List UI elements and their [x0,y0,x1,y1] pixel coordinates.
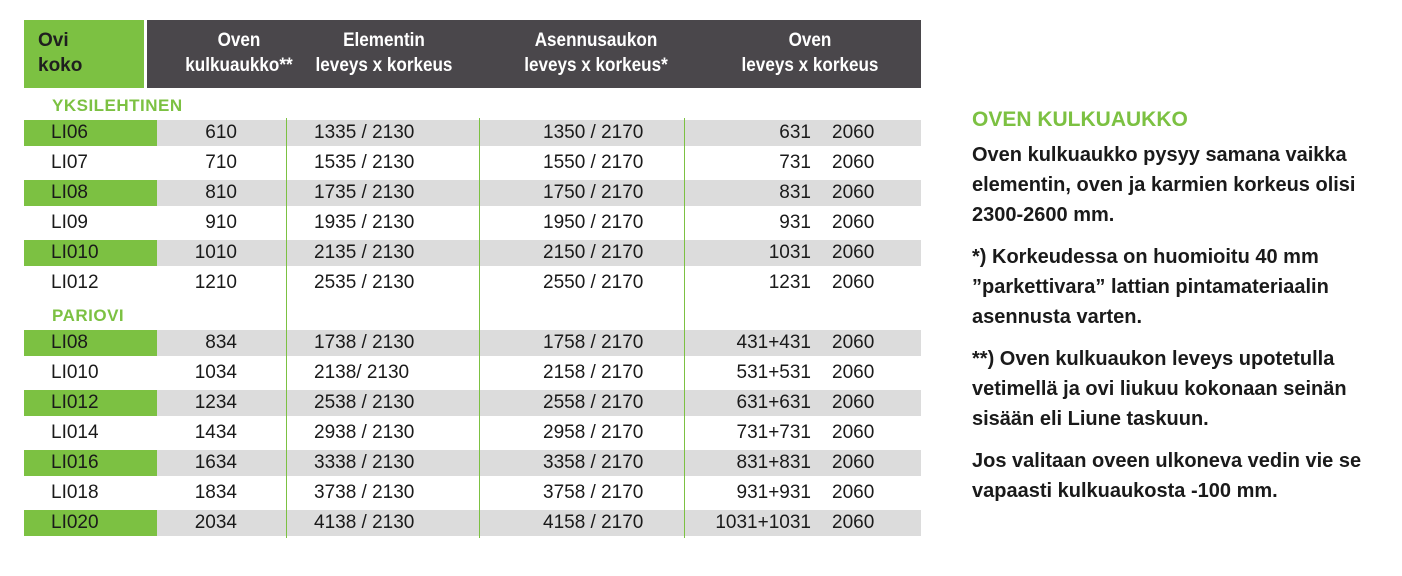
table-header [24,20,921,88]
table-row [24,118,921,148]
opening-width: 1034 [194,362,237,383]
door-code: LI012 [24,390,157,416]
door-width: 1031 [768,242,811,263]
notes-paragraph-1: Oven kulkuaukko pysyy samana vaikka elementin, oven ja karmien korkeus olisi 2300-2600 mm. [972,144,1356,226]
notes-title: OVEN KULKUAUKKO [972,108,1188,131]
install-opening-size: 2558 / 2170 [543,392,644,413]
door-height: 2060 [832,422,875,443]
table-row [24,328,921,358]
door-code: LI020 [24,510,157,536]
header-elementti [298,28,471,78]
element-size: 4138 / 2130 [314,512,415,533]
install-opening-size: 2958 / 2170 [543,422,644,443]
element-size: 2938 / 2130 [314,422,415,443]
element-size: 2135 / 2130 [314,242,415,263]
element-size: 3338 / 2130 [314,452,415,473]
opening-width: 1634 [194,452,237,473]
element-size: 3738 / 2130 [314,482,415,503]
element-size: 1535 / 2130 [314,152,415,173]
install-opening-size: 1350 / 2170 [543,122,644,143]
door-width: 831+831 [736,452,811,473]
door-height: 2060 [832,152,875,173]
door-width: 631+631 [736,392,811,413]
door-height: 2060 [832,482,875,503]
install-opening-size: 1950 / 2170 [543,212,644,233]
table-row [24,478,921,508]
door-height: 2060 [832,452,875,473]
install-opening-size: 3758 / 2170 [543,482,644,503]
opening-width: 1434 [194,422,237,443]
table-row [24,178,921,208]
door-width: 1031+1031 [715,512,811,533]
door-height: 2060 [832,182,875,203]
table-body [24,88,921,538]
install-opening-size: 2158 / 2170 [543,362,644,383]
door-width: 531+531 [736,362,811,383]
element-size: 1335 / 2130 [314,122,415,143]
notes-paragraph-4: Jos valitaan oveen ulkoneva vedin vie se vapaasti kulkuaukosta -100 mm. [972,450,1362,502]
header-ovi-koko-line1: Ovi [38,30,69,51]
notes-paragraph-3: **) Oven kulkuaukon leveys upotetulla vetimellä ja ovi liukuu kokonaan seinän sisään eli Liune taskuun. [972,348,1347,430]
door-height: 2060 [832,362,875,383]
door-width: 831 [779,182,811,203]
door-width: 731+731 [736,422,811,443]
opening-width: 1010 [194,242,237,263]
opening-width: 1210 [194,272,237,293]
section-title: PARIOVI [52,306,125,325]
opening-width: 1234 [194,392,237,413]
door-width: 931+931 [736,482,811,503]
header-asennusaukko-line2: leveys x korkeus* [524,55,668,76]
element-size: 1735 / 2130 [314,182,415,203]
header-kulkuaukko [160,28,318,78]
opening-width: 810 [205,182,237,203]
door-code: LI09 [51,212,88,233]
header-ovi-line1: Oven [788,30,832,51]
element-size: 1935 / 2130 [314,212,415,233]
door-height: 2060 [832,212,875,233]
door-width: 731 [779,152,811,173]
door-code: LI07 [51,152,88,173]
table-row [24,388,921,418]
install-opening-size: 1550 / 2170 [543,152,644,173]
table-row [24,418,921,448]
table-row [24,268,921,298]
column-separator [286,118,287,538]
door-code: LI016 [24,450,157,476]
table-row [24,208,921,238]
column-separator [479,118,480,538]
opening-width: 1834 [194,482,237,503]
opening-width: 834 [205,332,237,353]
door-height: 2060 [832,242,875,263]
header-ovi-koko-line2: koko [38,55,83,76]
header-asennusaukko [506,28,686,78]
door-code: LI08 [24,180,157,206]
element-size: 1738 / 2130 [314,332,415,353]
door-height: 2060 [832,392,875,413]
header-kulkuaukko-line2: kulkuaukko** [185,55,293,76]
header-asennusaukko-line1: Asennusaukon [534,30,658,51]
header-kulkuaukko-line1: Oven [217,30,261,51]
column-separator [684,118,685,538]
door-width: 431+431 [736,332,811,353]
element-size: 2138/ 2130 [314,362,410,383]
header-elementti-line1: Elementin [343,30,425,51]
door-code: LI06 [24,120,157,146]
door-width: 1231 [768,272,811,293]
door-code: LI018 [51,482,99,503]
door-code: LI012 [51,272,99,293]
install-opening-size: 3358 / 2170 [543,452,644,473]
notes-paragraph-2: *) Korkeudessa on huomioitu 40 mm ”parkettivara” lattian pintamateriaalin asennusta varten. [972,246,1329,328]
install-opening-size: 4158 / 2170 [543,512,644,533]
table-row [24,448,921,478]
element-size: 2535 / 2130 [314,272,415,293]
notes-panel [972,108,1392,518]
section-title: YKSILEHTINEN [52,96,183,115]
install-opening-size: 1758 / 2170 [543,332,644,353]
door-code: LI010 [51,362,99,383]
install-opening-size: 2150 / 2170 [543,242,644,263]
table-row [24,508,921,538]
table-row [24,148,921,178]
door-height: 2060 [832,272,875,293]
opening-width: 610 [205,122,237,143]
door-height: 2060 [832,122,875,143]
header-ovi-line2: leveys x korkeus [741,55,879,76]
element-size: 2538 / 2130 [314,392,415,413]
door-height: 2060 [832,512,875,533]
header-ovi-koko [24,20,144,88]
install-opening-size: 2550 / 2170 [543,272,644,293]
opening-width: 710 [205,152,237,173]
install-opening-size: 1750 / 2170 [543,182,644,203]
opening-width: 2034 [194,512,237,533]
door-width: 631 [779,122,811,143]
door-height: 2060 [832,332,875,353]
door-code: LI014 [51,422,99,443]
door-size-table [24,20,921,538]
door-code: LI010 [24,240,157,266]
header-elementti-line2: leveys x korkeus [315,55,453,76]
opening-width: 910 [205,212,237,233]
door-width: 931 [779,212,811,233]
table-row [24,238,921,268]
door-code: LI08 [24,330,157,356]
header-ovi [724,28,897,78]
table-row [24,358,921,388]
